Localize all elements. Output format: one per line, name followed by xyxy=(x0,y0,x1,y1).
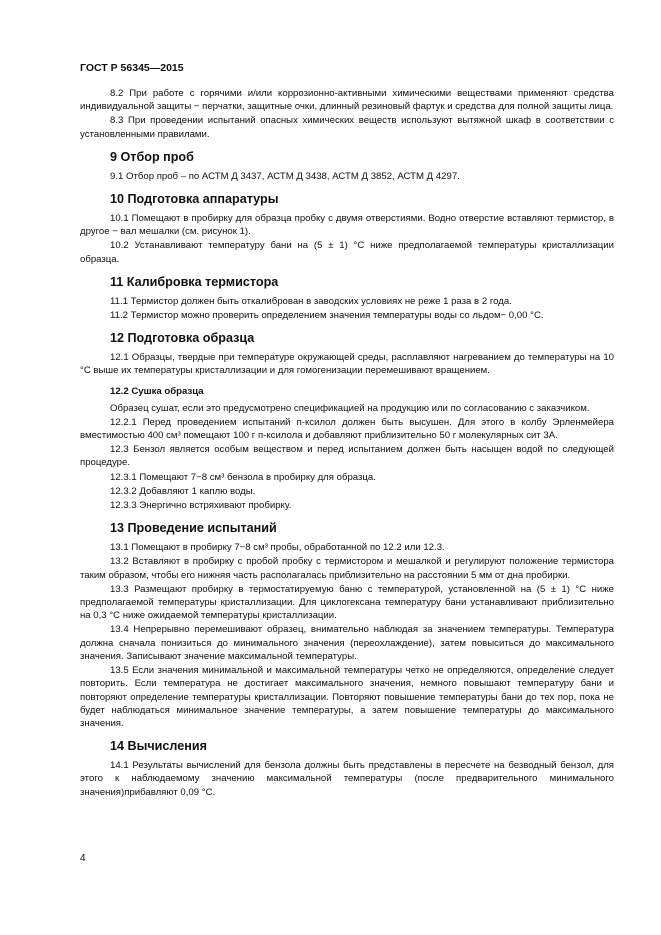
paragraph: 12.2.1 Перед проведением испытаний п-ксилол должен быть высушен. Для этого в колбу Эрленмейера вместимостью 400 см³ помещают 100 г п-ксилола и добавляют приблизительно 50 г молекулярных сит 3А. xyxy=(80,416,614,442)
page-number: 4 xyxy=(80,853,86,864)
subsection-heading: 12.2 Сушка образца xyxy=(110,385,204,397)
section-heading: 11 Калибровка термистора xyxy=(110,274,279,289)
paragraph: 9.1 Отбор проб – по АСТМ Д 3437, АСТМ Д 3438, АСТМ Д 3852, АСТМ Д 4297. xyxy=(110,170,460,182)
section-heading: 10 Подготовка аппаратуры xyxy=(110,192,279,207)
section-heading: 12 Подготовка образца xyxy=(110,331,255,346)
document-body xyxy=(80,87,614,799)
paragraph: 8.3 При проведении испытаний опасных химических веществ используют вытяжной шкаф в соответствии с установленными правилами. xyxy=(80,115,614,140)
paragraph: 12.3.3 Энергично встряхивают пробирку. xyxy=(110,500,292,512)
paragraph: Образец сушат, если это предусмотрено спецификацией на продукцию или по согласованию с заказчиком. xyxy=(110,402,590,414)
paragraph: 12.3.2 Добавляют 1 каплю воды. xyxy=(110,485,256,497)
paragraph: 14.1 Результаты вычислений для бензола должны быть представлены в пересчете на безводный бензол, для этого к наблюдаемому значению максимальной температуры (после предварительного минимального значения)прибавляют 0,09 °С. xyxy=(80,760,614,798)
paragraph: 11.2 Термистор можно проверить определением значения температуры воды со льдом− 0,00 °С. xyxy=(110,310,544,322)
paragraph: 12.1 Образцы, твердые при температуре окружающей среды, расплавляют нагреванием до температуры на 10 °С выше их температуры кристаллизации и для гомогенизации перемешивают вращением. xyxy=(80,352,614,377)
paragraph: 12.3 Бензол является особым веществом и перед испытанием должен быть насыщен водой по следующей процедуре. xyxy=(80,444,614,469)
paragraph: 8.2 При работе с горячими и/или коррозионно-активными химическими веществами применяют средства индивидуальной защиты − перчатки, защитные очки, длинный резиновый фартук и средства для полной защиты лица. xyxy=(80,88,614,113)
document-header: ГОСТ Р 56345—2015 xyxy=(80,62,184,74)
paragraph: 13.4 Непрерывно перемешивают образец, внимательно наблюдая за значением температуры. Температура должна сначала понизиться до минимального значения (переохлаждение), затем повыситься до максимального значения. Записывают значение максимальной температуры. xyxy=(80,624,614,662)
paragraph: 12.3.1 Помещают 7−8 см³ бензола в пробирку для образца. xyxy=(110,471,376,483)
section-heading: 14 Вычисления xyxy=(110,739,207,754)
paragraph: 10.2 Устанавливают температуру бани на (5 ± 1) °С ниже предполагаемой температуры кристаллизации образца. xyxy=(80,240,614,265)
paragraph: 10.1 Помещают в пробирку для образца пробку с двумя отверстиями. Водно отверстие вставляют термистор, в другое − вал мешалки (см. рисунок 1). xyxy=(80,213,614,238)
section-heading: 9 Отбор проб xyxy=(110,149,194,164)
paragraph: 13.2 Вставляют в пробирку с пробой пробку с термистором и мешалкой и регулируют положение термистора таким образом, чтобы его нижняя часть располагалась приблизительно на расстоянии 5 мм от дна пробирки. xyxy=(80,556,614,581)
paragraph: 13.5 Если значения минимальной и максимальной температуры четко не определяются, определение следует повторить. Если температура не достигает максимального значения, немного повышают температуру бани и повторяют определение температуры кристаллизации. Повторяют повышение температуры бани до тех пор, пока не будет наблюдаться минимальное значение температуры, а затем повышение температуры до максимального значения. xyxy=(80,665,614,729)
paragraph: 11.1 Термистор должен быть откалиброван в заводских условиях не реже 1 раза в 2 года. xyxy=(110,295,512,307)
document-page xyxy=(80,62,614,800)
paragraph: 13.1 Помещают в пробирку 7−8 см³ пробы, обработанной по 12.2 или 12.3. xyxy=(110,542,445,554)
section-heading: 13 Проведение испытаний xyxy=(110,521,277,536)
paragraph: 13.3 Размещают пробирку в термостатируемую баню с температурой, установленной на (5 ± 1) °С ниже предполагаемой температуры кристаллизации. Для циклогексана температуру бани устанавливают приблизительно на 0,3 °С ниже ожидаемой температуры кристаллизации. xyxy=(80,583,614,622)
